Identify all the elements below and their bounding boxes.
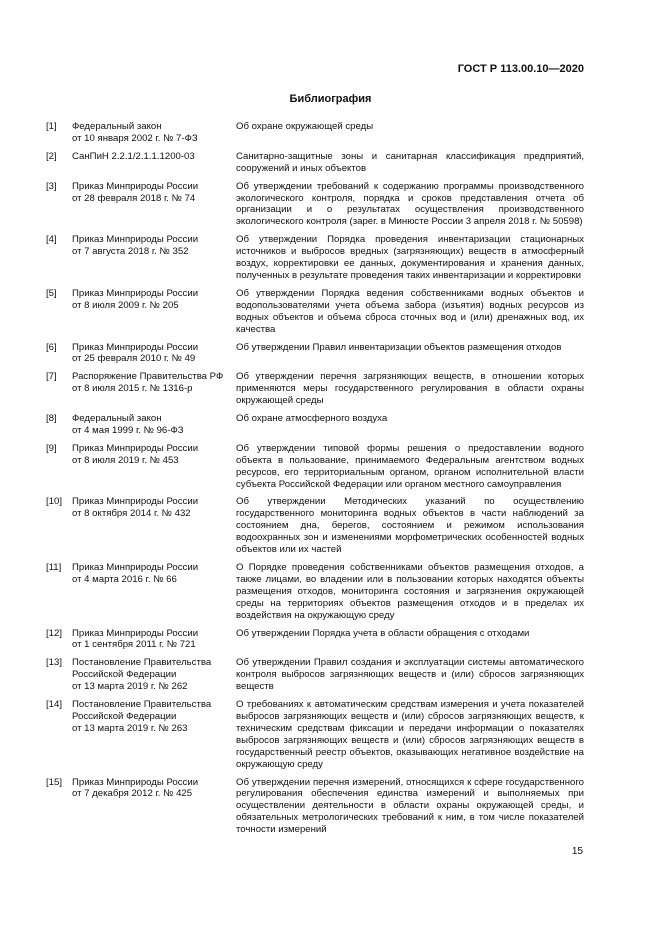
entry-number: [15]	[46, 776, 63, 788]
bibliography-entry	[46, 371, 584, 407]
entry-source: Приказ Минприроды России от 28 февраля 2018 г. № 74	[72, 180, 199, 204]
bibliography-list	[46, 121, 584, 842]
entry-title: Об утверждении Методических указаний по осуществлению государственного мониторинга водных объектов в части наблюдений за состоянием дна, берегов, состоянием и режимом использования водоохранных зон и изменениями морфометрических особенностей водных объектов или их частей	[236, 496, 584, 556]
entry-title: Об утверждении типовой формы решения о предоставлении водного объекта в пользование, принимаемого Федеральным агентством водных ресурсов, его территориальным органом, органом исполнительной власти субъекта Российской Федерации или органом местного самоуправления	[236, 442, 584, 490]
entry-number: [4]	[46, 234, 57, 246]
entry-number: [10]	[46, 496, 63, 508]
entry-source: Приказ Минприроды России от 4 марта 2016 г. № 66	[72, 562, 199, 585]
entry-number: [1]	[46, 121, 57, 132]
entry-title: Об утверждении Порядка учета в области обращения с отходами	[236, 627, 530, 639]
entry-number: [8]	[46, 413, 57, 425]
bibliography-entry	[46, 496, 584, 556]
bibliography-entry	[46, 777, 584, 837]
entry-number: [6]	[46, 341, 57, 353]
entry-number: [7]	[46, 371, 57, 383]
bibliography-entry	[46, 151, 584, 175]
entry-number: [13]	[46, 657, 63, 669]
entry-source: Приказ Минприроды России от 8 октября 2014 г. № 432	[72, 496, 199, 520]
bibliography-entry	[46, 443, 584, 491]
entry-source: Федеральный закон от 10 января 2002 г. № 7-ФЗ	[72, 121, 198, 144]
entry-source: Постановление Правительства Российской Федерации от 13 марта 2019 г. № 263	[72, 699, 212, 734]
entry-title: Об утверждении Порядка ведения собственниками водных объектов и водопользователями учета объема забора (изъятия) водных ресурсов из водных объектов и объема сброса сточных вод и (или) дренажных вод, их качества	[236, 287, 584, 335]
entry-source: Постановление Правительства Российской Федерации от 13 марта 2019 г. № 262	[72, 657, 212, 693]
bibliography-entry	[46, 181, 584, 229]
document-code: ГОСТ Р 113.00.10—2020	[457, 63, 584, 75]
bibliography-entry	[46, 413, 584, 437]
entry-title: Об охране окружающей среды	[236, 121, 374, 132]
entry-title: Об утверждении Порядка проведения инвентаризации стационарных источников и выбросов вредных (загрязняющих) веществ в атмосферный воздух, корректировки ее данных, документирования и хранения данных, полученных в результате проведения таких инвентаризации и корректировки	[236, 234, 584, 281]
page-number: 15	[571, 846, 583, 857]
bibliography-entry	[46, 657, 584, 693]
entry-number: [11]	[46, 562, 62, 573]
bibliography-entry	[46, 562, 584, 622]
bibliography-entry	[46, 628, 584, 652]
bibliography-entry	[46, 234, 584, 282]
entry-number: [12]	[46, 627, 63, 639]
entry-title: О Порядке проведения собственниками объектов размещения отходов, а также лицами, во владении или в пользовании которых находятся объекты размещения отходов, мониторинга состояния и загрязнения окружающей среды на территориях объектов размещения отходов и в пределах их воздействия на окружающую среду	[236, 562, 584, 621]
entry-source: Федеральный закон от 4 мая 1999 г. № 96-ФЗ	[72, 413, 184, 436]
entry-number: [5]	[46, 287, 57, 299]
entry-source: Приказ Минприроды России от 7 августа 2018 г. № 352	[72, 234, 199, 258]
bibliography-entry	[46, 121, 584, 145]
entry-title: О требованиях к автоматическим средствам измерения и учета показателей выбросов загрязняющих веществ и (или) сбросов загрязняющих веществ, к техническим средствам фиксации и передачи информации о показателях выбросов загрязняющих веществ и (или) сбросов загрязняющих веществ в государственный реестр объектов, оказывающих негативное воздействие на окружающую среду	[236, 699, 584, 770]
entry-source: Распоряжение Правительства РФ от 8 июля 2015 г. № 1316-р	[72, 371, 224, 395]
bibliography-entry	[46, 288, 584, 336]
entry-title: Об утверждении Правил инвентаризации объектов размещения отходов	[236, 341, 562, 353]
bibliography-entry	[46, 342, 584, 366]
entry-title: Об утверждении перечня загрязняющих веществ, в отношении которых применяются меры государственного регулирования в области охраны окружающей среды	[236, 371, 584, 407]
entry-source: Приказ Минприроды России от 8 июля 2009 г. № 205	[72, 287, 199, 311]
entry-title: Об охране атмосферного воздуха	[236, 413, 388, 425]
entry-title: Санитарно-защитные зоны и санитарная классификация предприятий, сооружений и иных объектов	[236, 150, 584, 174]
section-title: Библиография	[289, 93, 372, 105]
entry-title: Об утверждении Правил создания и эксплуатации системы автоматического контроля выбросов загрязняющих веществ и (или) сбросов загрязняющих веществ	[236, 657, 584, 693]
entry-source: СанПиН 2.2.1/2.1.1.1200-03	[72, 150, 195, 162]
entry-number: [3]	[46, 180, 57, 192]
entry-source: Приказ Минприроды России от 8 июля 2019 г. № 453	[72, 442, 199, 466]
entry-title: Об утверждении перечня измерений, относящихся к сфере государственного регулирования обеспечения единства измерений и выполняемых при осуществлении деятельности в области охраны окружающей среды, и обязательных метрологических требований к ним, в том числе показателей точности измерений	[236, 776, 584, 836]
entry-source: Приказ Минприроды России от 7 декабря 2012 г. № 425	[72, 776, 199, 800]
bibliography-entry	[46, 699, 584, 770]
entry-number: [9]	[46, 442, 57, 454]
entry-number: [14]	[46, 699, 63, 711]
entry-source: Приказ Минприроды России от 1 сентября 2011 г. № 721	[72, 627, 199, 651]
entry-source: Приказ Минприроды России от 25 февраля 2010 г. № 49	[72, 341, 199, 365]
entry-number: [2]	[46, 150, 57, 162]
entry-title: Об утверждении требований к содержанию программы производственного экологического контроля, порядка и сроков представления отчета об организации и о результатах осуществления производственного экологического контроля (зарег. в Минюсте России 3 апреля 2018 г. № 50598)	[236, 180, 584, 228]
